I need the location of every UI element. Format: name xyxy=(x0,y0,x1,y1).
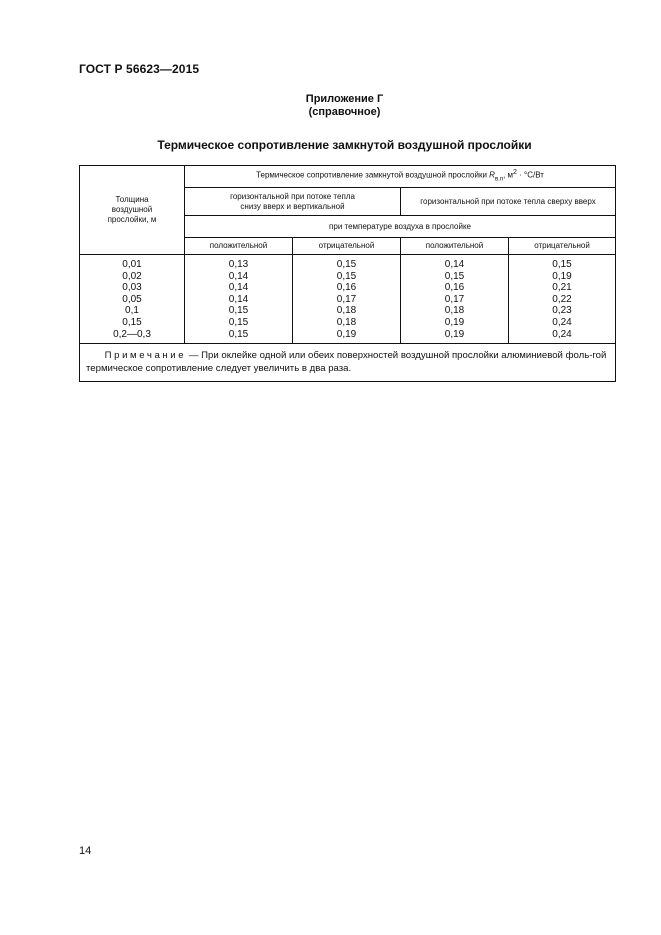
thickness-value: 0,15 xyxy=(122,316,142,328)
resistance-value: 0,14 xyxy=(228,270,249,282)
resistance-value: 0,15 xyxy=(336,270,357,282)
header-col-positive-1: положительной xyxy=(185,238,293,255)
table-note xyxy=(80,344,616,382)
thickness-value: 0,05 xyxy=(122,293,142,305)
resistance-value: 0,16 xyxy=(336,282,357,294)
appendix-title: Приложение Г xyxy=(305,93,384,105)
resistance-value: 0,24 xyxy=(552,328,572,340)
thickness-values xyxy=(80,255,185,344)
header-col-negative-1: отрицательной xyxy=(293,238,401,255)
resistance-value: 0,15 xyxy=(552,259,572,270)
header-group-horizontal-down: горизонтальной при потоке тепла сверху вверх xyxy=(401,188,616,216)
thickness-value: 0,01 xyxy=(122,259,142,270)
resistance-value: 0,19 xyxy=(552,270,572,282)
resistance-value: 0,14 xyxy=(444,259,465,270)
resistance-value: 0,18 xyxy=(336,305,357,317)
appendix-subtitle: (справочное) xyxy=(308,106,381,118)
resistance-value: 0,21 xyxy=(552,282,572,294)
header-col-negative-2: отрицательной xyxy=(509,238,616,255)
appendix-heading xyxy=(0,93,661,119)
resistance-value: 0,14 xyxy=(228,282,249,294)
resistance-value: 0,17 xyxy=(336,293,357,305)
header-temperature: при температуре воздуха в прослойке xyxy=(185,216,616,238)
table-title: Термическое сопротивление замкнутой воздушной прослойки xyxy=(157,138,532,152)
resistance-value: 0,23 xyxy=(552,305,572,317)
resistance-value: 0,15 xyxy=(444,270,465,282)
thermal-resistance-table xyxy=(79,165,616,382)
document-code: ГОСТ Р 56623—2015 xyxy=(79,62,200,76)
resistance-value: 0,18 xyxy=(444,305,465,317)
note-text: — При оклейке одной или обеих поверхностей воздушной прослойки алюминиевой фоль-гой термическое сопротивление следует увеличить в два раза. xyxy=(86,350,607,375)
header-resistance: Термическое сопротивление замкнутой воздушной прослойки $R_{в.п}$, $м^2 \cdot ^\circ С/Вт$ xyxy=(185,166,616,188)
thickness-value: 0,03 xyxy=(122,282,142,294)
values-positive-2 xyxy=(401,255,509,344)
resistance-value: 0,16 xyxy=(444,282,465,294)
resistance-value: 0,15 xyxy=(228,328,249,340)
header-thickness: Толщина воздушной прослойки, м xyxy=(80,166,185,255)
values-negative-2 xyxy=(509,255,616,344)
resistance-value: 0,19 xyxy=(336,328,357,340)
thickness-value: 0,2—0,3 xyxy=(113,328,151,340)
page-number: 14 xyxy=(79,845,92,857)
header-col-positive-2: положительной xyxy=(401,238,509,255)
values-positive-1 xyxy=(185,255,293,344)
thickness-value: 0,02 xyxy=(122,270,142,282)
resistance-value: 0,19 xyxy=(444,328,465,340)
resistance-value: 0,13 xyxy=(228,259,249,270)
resistance-value: 0,14 xyxy=(228,293,249,305)
resistance-value: 0,18 xyxy=(336,316,357,328)
resistance-value: 0,24 xyxy=(552,316,572,328)
values-negative-1 xyxy=(293,255,401,344)
resistance-value: 0,15 xyxy=(336,259,357,270)
resistance-value: 0,19 xyxy=(444,316,465,328)
note-label: Примечание xyxy=(104,350,187,362)
resistance-value: 0,17 xyxy=(444,293,465,305)
thickness-value: 0,1 xyxy=(125,305,139,317)
header-group-horizontal-up: горизонтальной при потоке тепла снизу вверх и вертикальной xyxy=(185,188,401,216)
resistance-value: 0,15 xyxy=(228,305,249,317)
resistance-value: 0,15 xyxy=(228,316,249,328)
resistance-value: 0,22 xyxy=(552,293,572,305)
